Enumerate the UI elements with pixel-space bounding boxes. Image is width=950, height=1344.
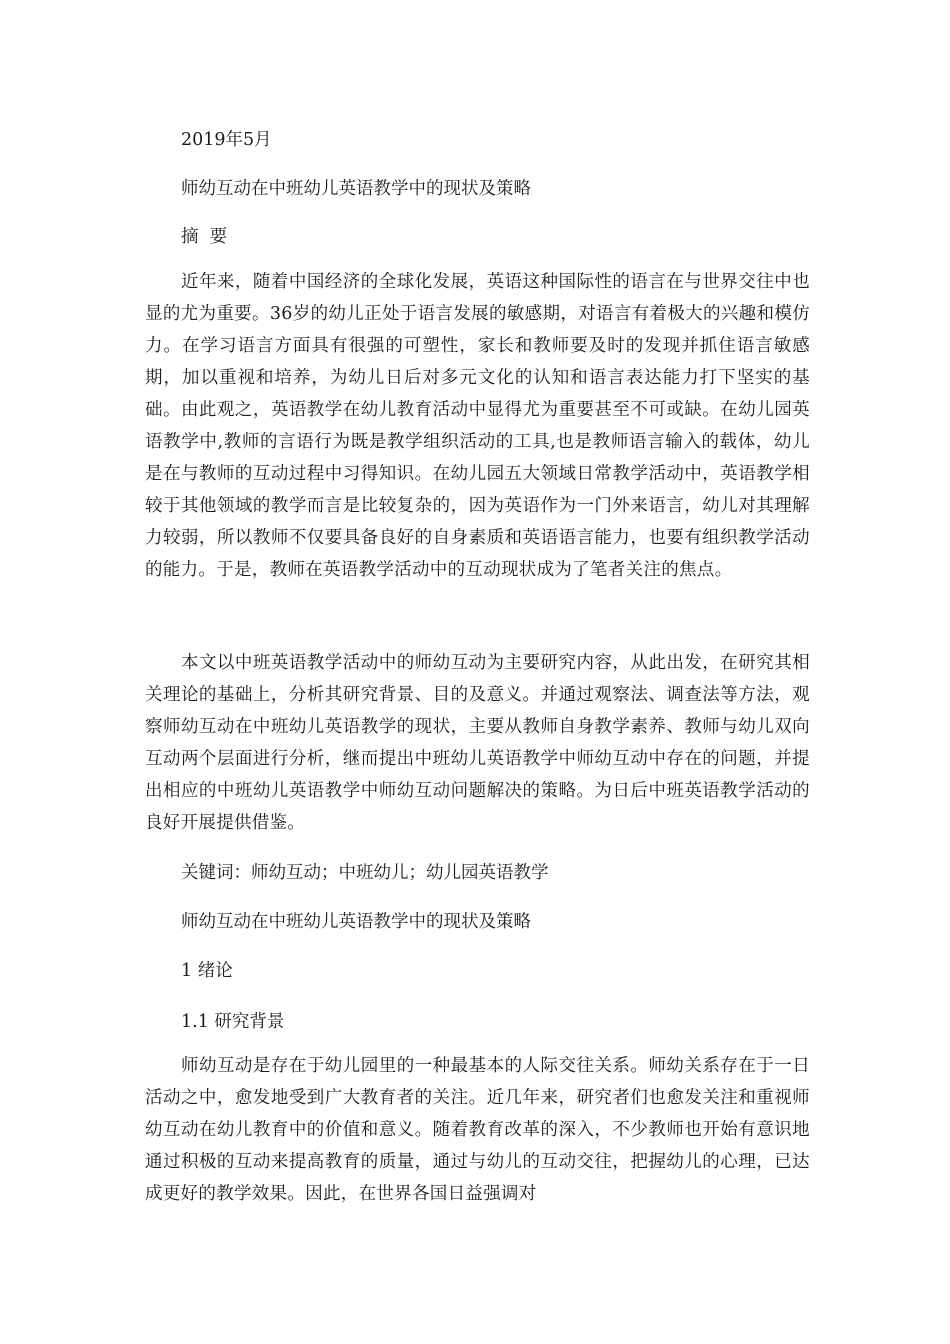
abstract-paragraph-2: 本文以中班英语教学活动中的师幼互动为主要研究内容，从此出发，在研究其相关理论的基础上，分析其研究背景、目的及意义。并通过观察法、调查法等方法，观察师幼互动在中班幼儿英语教学的现状，主要从教师自身教学素养、教师与幼儿双向互动两个层面进行分析，继而提出中班幼儿英语教学中师幼互动中存在的问题，并提出相应的中班幼儿英语教学中师幼互动问题解决的策略。为日后中班英语教学活动的良好开展提供借鉴。	[145, 653, 810, 833]
body-paragraph-1: 师幼互动是存在于幼儿园里的一种最基本的人际交往关系。师幼关系存在于一日活动之中，愈发地受到广大教育者的关注。近几年来，研究者们也愈发关注和重视师幼互动在幼儿教育中的价值和意义。随着教育改革的深入，不少教师也开始有意识地通过积极的互动来提高教育的质量，通过与幼儿的互动交往，把握幼儿的心理，已达成更好的教学效果。因此，在世界各国日益强调对	[145, 1056, 810, 1204]
section-heading-1-1: 1.1 研究背景	[181, 1012, 285, 1032]
abstract-heading: 摘 要	[181, 227, 228, 247]
section-heading-1: 1 绪论	[181, 961, 233, 981]
document-date: 2019年5月	[181, 130, 272, 150]
abstract-paragraph-1: 近年来，随着中国经济的全球化发展，英语这种国际性的语言在与世界交往中也显的尤为重要。36岁的幼儿正处于语言发展的敏感期，对语言有着极大的兴趣和模仿力。在学习语言方面具有很强的可塑性，家长和教师要及时的发现并抓住语言敏感期，加以重视和培养，为幼儿日后对多元文化的认知和语言表达能力打下坚实的基础。由此观之，英语教学在幼儿教育活动中显得尤为重要甚至不可或缺。在幼儿园英语教学中,教师的言语行为既是教学组织活动的工具,也是教师语言输入的载体，幼儿是在与教师的互动过程中习得知识。在幼儿园五大领域日常教学活动中，英语教学相较于其他领域的教学而言是比较复杂的，因为英语作为一门外来语言，幼儿对其理解力较弱，所以教师不仅要具备良好的自身素质和英语语言能力，也要有组织教学活动的能力。于是，教师在英语教学活动中的互动现状成为了笔者关注的焦点。	[145, 272, 810, 580]
document-title: 师幼互动在中班幼儿英语教学中的现状及策略	[181, 179, 531, 199]
document-title-repeat: 师幼互动在中班幼儿英语教学中的现状及策略	[181, 912, 531, 932]
keywords-line: 关键词：师幼互动；中班幼儿；幼儿园英语教学	[181, 863, 549, 883]
